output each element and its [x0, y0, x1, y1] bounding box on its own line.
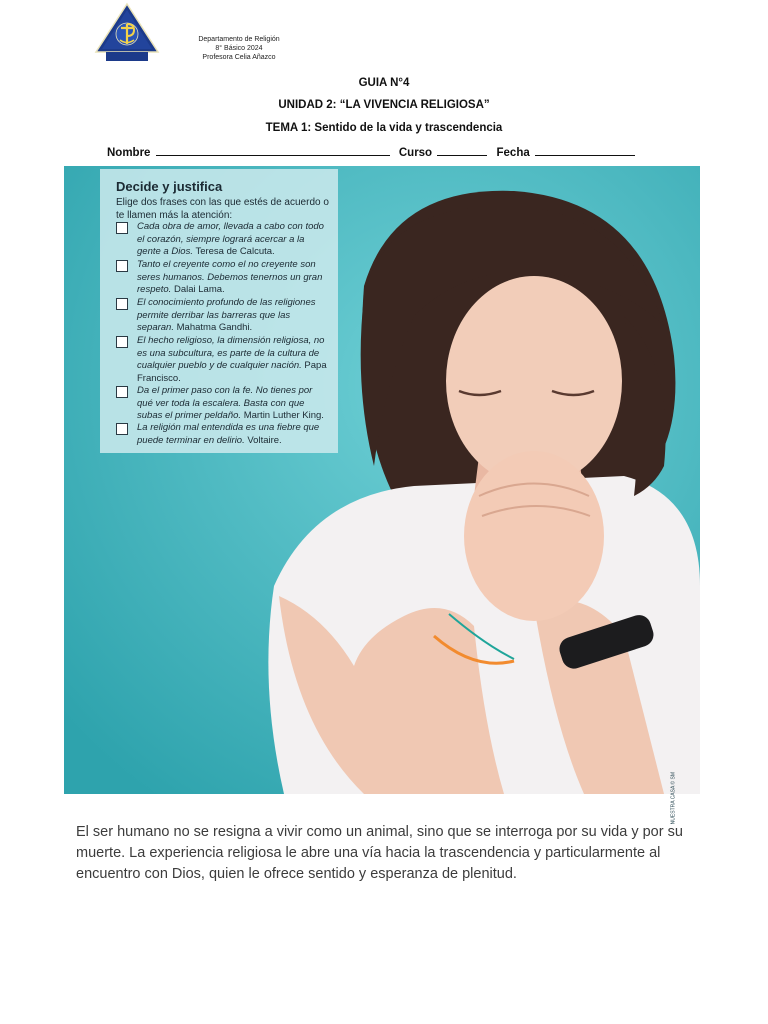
course-field[interactable] [437, 145, 487, 156]
quote-text [137, 221, 327, 259]
quote-checkbox[interactable] [116, 386, 128, 398]
quote-checkbox[interactable] [116, 298, 128, 310]
date-field[interactable] [535, 145, 635, 156]
quote-text [137, 385, 327, 423]
quote-text [137, 297, 327, 335]
quote-author: Voltaire. [247, 434, 282, 446]
topic-title: TEMA 1: Sentido de la vida y trascendencia [265, 122, 503, 134]
praying-girl-photo [64, 166, 700, 825]
quote-text [137, 422, 327, 447]
panel-title: Decide y justifica [116, 179, 223, 194]
photo-credit: NUESTRA CASA © SM [670, 772, 676, 825]
course-label: Curso [398, 147, 433, 159]
quote: Da el primer paso con la fe. No tienes por qué ver toda la escalera. Basta con que subas el primer peldaño. [137, 385, 313, 421]
decide-justify-panel [100, 169, 338, 453]
quote-author: Martin Luther King. [243, 410, 324, 421]
quote-author: Teresa de Calcuta. [195, 246, 275, 257]
quote-checkbox[interactable] [116, 336, 128, 348]
quote: Tanto el creyente como el no creyente son seres humanos. Debemos tenernos un gran respeto. [137, 259, 323, 295]
quote-checkbox[interactable] [116, 222, 128, 234]
unit-title: UNIDAD 2: “LA VIVENCIA RELIGIOSA” [278, 99, 490, 111]
quote-checkbox[interactable] [116, 423, 128, 435]
quote: Cada obra de amor, llevada a cabo con todo el corazón, siempre logrará acercar a la gente a Dios. [137, 221, 324, 257]
quote-author: Dalai Lama. [173, 284, 225, 295]
quote: El hecho religioso, la dimensión religiosa, no es una subcultura, es parte de la cultura de cualquier pueblo y de cualquier nación. [137, 335, 325, 371]
name-field[interactable] [156, 145, 390, 156]
date-label: Fecha [496, 147, 530, 159]
quote-author: Mahatma Gandhi. [176, 322, 253, 333]
quote-text [137, 335, 327, 385]
student-fields [107, 145, 641, 159]
school-crest-icon [92, 2, 162, 66]
quote-author: Papa Francisco. [137, 360, 327, 384]
panel-instructions: Elige dos frases con las que estés de acuerdo o te llamen más la atención: [116, 197, 329, 221]
guide-title: GUIA N°4 [358, 77, 410, 89]
body-paragraph: El ser humano no se resigna a vivir como un animal, sino que se interroga por su vida y por su muerte. La experiencia religiosa le abre una vía hacia la trascendencia y particularmente al encuentro con Dios, quien le ofrece sentido y esperanza de plenitud. [76, 824, 683, 882]
quote-checkbox[interactable] [116, 260, 128, 272]
school-year: 8° Básico 2024 [215, 45, 263, 52]
quote: El conocimiento profundo de las religiones permite derribar las barreras que las separan. [137, 297, 316, 333]
department-name: Departamento de Religión [198, 36, 280, 43]
quote: La religión mal entendida es una fiebre que puede terminar en delirio. [137, 422, 320, 446]
teacher-name: Profesora Celia Añazco [202, 54, 276, 61]
department-info [184, 35, 294, 62]
quote-text [137, 259, 327, 297]
name-label: Nombre [107, 147, 151, 159]
